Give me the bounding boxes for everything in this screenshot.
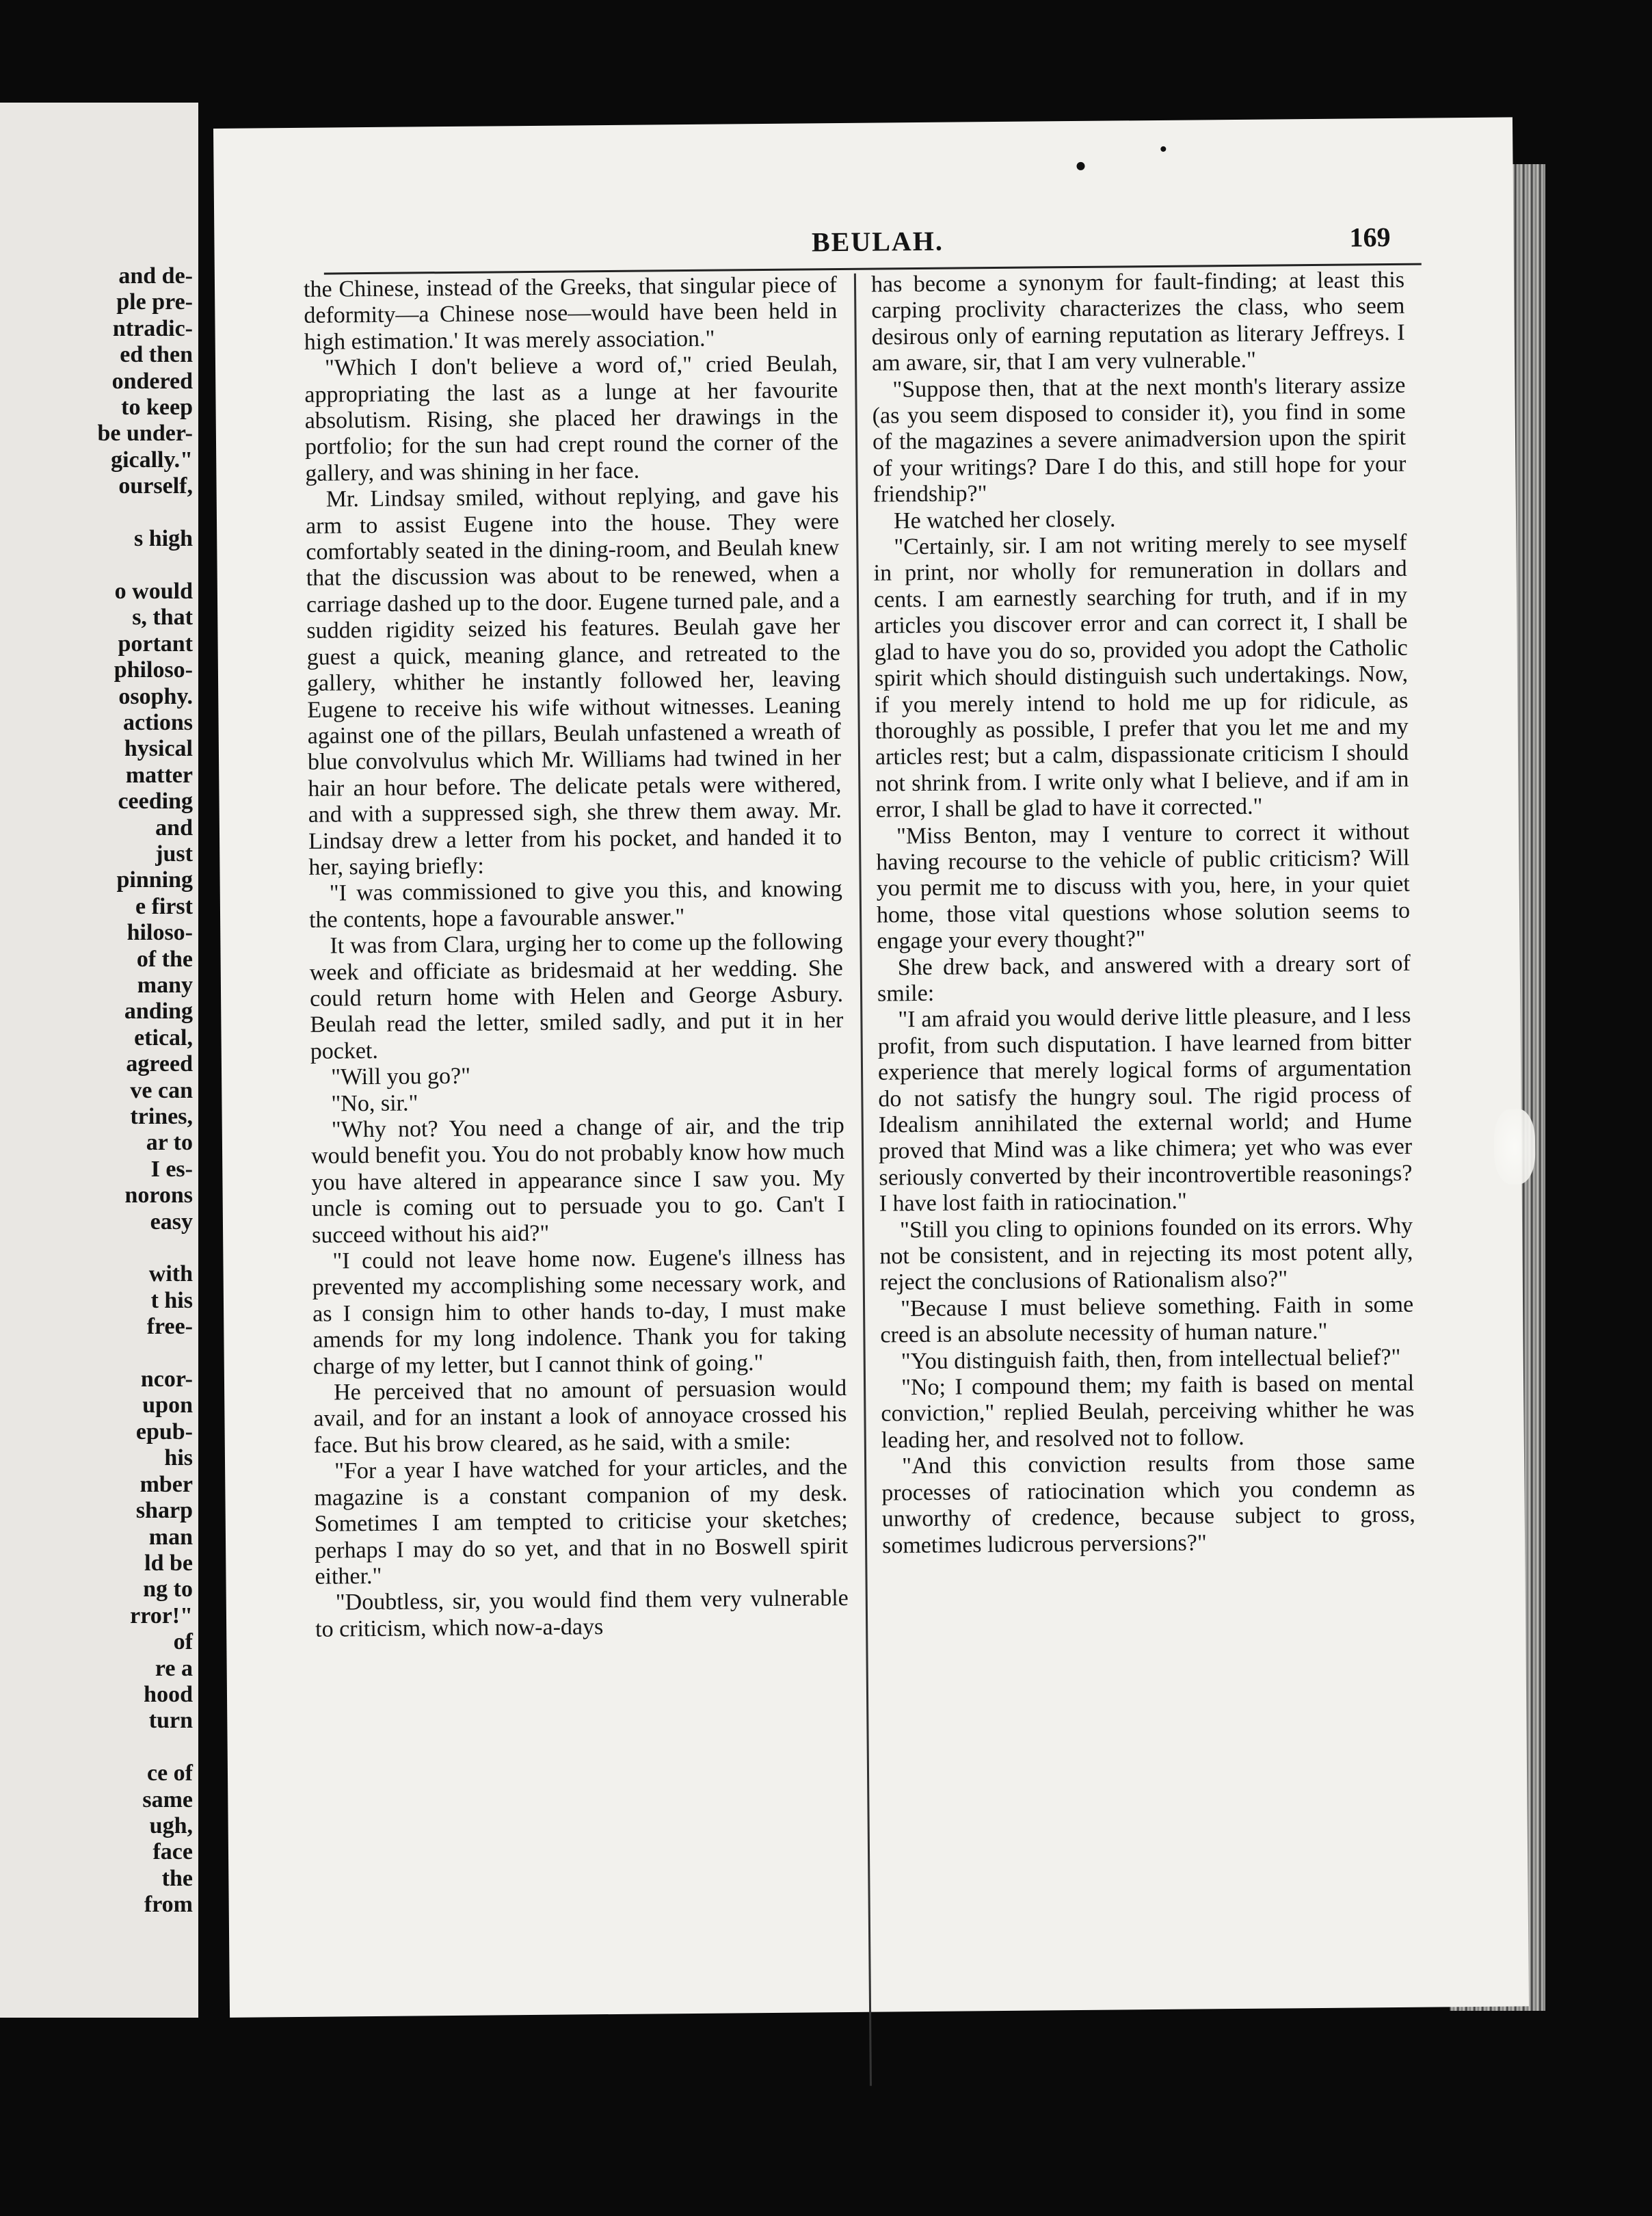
left-page-fragment: be under- — [97, 421, 193, 447]
left-page-fragment: ple pre- — [116, 289, 193, 315]
left-page-fragment: free- — [146, 1314, 193, 1340]
running-title: BEULAH. — [811, 225, 944, 258]
left-page-fragment: sharp — [135, 1498, 193, 1524]
paragraph: "No, sir." — [331, 1090, 418, 1117]
left-page-fragment: from — [144, 1892, 193, 1918]
left-page-fragment: same — [142, 1786, 193, 1812]
paragraph: "No; I compound them; my faith is based on mental conviction," replied Beulah, perceiving whither he was leading her, and resolved not to follow. — [881, 1370, 1415, 1453]
left-page-fragment: his — [164, 1445, 193, 1471]
column-divider — [854, 274, 872, 2086]
left-page-fragment: s high — [134, 526, 193, 552]
paragraph: has become a synonym for fault-finding; at least this carping proclivity characterizes the class, who seem desirous only of earning reputation as literary Jeffreys. I am aware, sir, that I am very vulnerable." — [870, 267, 1405, 376]
left-page-fragment: anding — [124, 999, 193, 1025]
paragraph: "Suppose then, that at the next month's literary assize (as you seem disposed to consider it), you find in some of the magazines a severe animadversion upon the spirit of your writings? Dare I do this, and still hope for your friendship?" — [872, 372, 1407, 507]
worn-spot — [1494, 1109, 1536, 1185]
left-page-fragment: pinning — [116, 867, 193, 893]
left-page-fragment: osophy. — [118, 683, 193, 709]
paragraph: Mr. Lindsay smiled, without replying, and gave his arm to assist Eugene into the house. They were comfortably seated in the dining-room, and Beulah knew that the discussion was about to be renewed, when a carriage dashed up to the door. Eugene turned pale, and a sudden rigidity seized his features. Beulah gave her guest a quick, meaning glance, and retreated to the gallery, whither he instantly followed her, leaving Eugene to receive his wife without witnesses. Leaning against one of the pillars, Beulah unfastened a wreath of blue convolvulus which Mr. Williams had twined in her hair an hour before. The delicate petals were withered, and with a suppressed sigh, she threw them away. Mr. Lindsay drew a letter from his pocket, and handed it to her, saying briefly: — [305, 482, 842, 880]
paragraph: "Because I must believe something. Faith in some creed is an absolute necessity of human nature." — [880, 1291, 1414, 1348]
paragraph: He perceived that no amount of persuasion would avail, and for an instant a look of annoyace crossed his face. But his brow cleared, as he said, with a smile: — [313, 1375, 847, 1458]
left-page-fragment: philoso- — [114, 657, 193, 683]
left-page-fragment: o would — [114, 578, 193, 604]
left-page-fragment: actions — [123, 709, 193, 735]
paragraph: He watched her closely. — [893, 506, 1116, 533]
paragraph: "You distinguish faith, then, from intellectual belief?" — [901, 1344, 1401, 1374]
left-page-fragment: portant — [118, 631, 193, 657]
left-page-fragment: ondered — [111, 368, 193, 394]
text-column-left — [304, 272, 849, 1643]
left-page-fragment: ce of — [146, 1760, 193, 1786]
paragraph: "I was commissioned to give you this, and knowing the contents, hope a favourable answer." — [308, 876, 842, 933]
left-page-fragment: t his — [150, 1287, 193, 1313]
right-page — [213, 117, 1529, 2017]
left-page-fragment: ncor- — [140, 1367, 193, 1393]
paragraph: "Still you cling to opinions founded on its errors. Why not be consistent, and in rejecting its most potent ally, reject the conclusions of Rationalism also?" — [879, 1213, 1413, 1295]
left-page-fragment: hysical — [124, 736, 193, 762]
left-page-fragment: trines, — [130, 1104, 193, 1129]
left-page-fragment: s, that — [132, 605, 193, 631]
left-page-fragment: re a — [155, 1655, 193, 1681]
left-page-fragment: face — [152, 1839, 193, 1865]
paragraph: "Will you go?" — [330, 1063, 471, 1090]
left-page — [0, 103, 198, 2018]
paragraph: "Which I don't believe a word of," cried Beulah, appropriating the last as a lunge at her favourite absolutism. Rising, she placed her drawings in the portfolio; for the sun had crept round the corner of the gallery, and was shining in her face. — [304, 351, 839, 486]
left-page-fragment: and de- — [118, 263, 193, 289]
left-page-fragment: e first — [135, 893, 193, 919]
paragraph: "I am afraid you would derive little pleasure, and I less profit, from such disputation. I have learned from bitter experience that merely logical forms of argumentation do not satisfy the hungry soul. The rigid process of Idealism annihilated the external world; and Hume proved that Mind was a like chimera; yet who was ever seriously converted by their incontrovertible reasonings? I have lost faith in ratiocination." — [877, 1003, 1413, 1217]
left-page-fragment: ourself, — [118, 473, 193, 499]
left-page-fragment — [98, 500, 193, 526]
left-page-fragment: ed then — [120, 342, 193, 368]
left-page-fragment: and — [155, 815, 193, 841]
left-page-fragment: the — [161, 1865, 193, 1891]
paragraph: "And this conviction results from those same processes of ratiocination which you condemn as unworthy of credence, because subject to gross, sometimes ludicrous perversions?" — [881, 1449, 1415, 1559]
paragraph: "For a year I have watched for your articles, and the magazine is a constant companion of my desk. Sometimes I am tempted to criticise your sketches; perhaps I may do so yet, and that in no Boswell spirit either." — [314, 1454, 849, 1590]
paragraph: "Certainly, sir. I am not writing merely to see myself in print, nor wholly for remuneration in dollars and cents. I am earnestly searching for truth, and if in my articles you discover error and can correct it, I shall be glad to have you do so, provided you adopt the Catholic spirit which should distinguish such undertakings. Now, if you merely intend to hold me up for ridicule, as thoroughly as possible, I prefer that you let me and my articles rest; but a calm, dispassionate criticism I should not shrink from. I write only what I believe, and if am in error, I shall be glad to have it corrected." — [873, 529, 1409, 823]
left-page-fragment: ld be — [144, 1550, 193, 1576]
left-page-fragment: hiloso- — [126, 920, 193, 946]
paragraph: "I could not leave home now. Eugene's illness has prevented my accomplishing some necessary work, and as I consign him to other hands to-day, I must make amends for my long indolence. Thank you for taking charge of my letter, but I cannot think of going." — [312, 1244, 847, 1380]
book-gutter — [198, 103, 213, 2018]
left-page-fragment — [98, 1341, 193, 1367]
ink-speck — [1076, 162, 1084, 170]
left-page-fragment: easy — [150, 1209, 193, 1235]
left-page-fragment: man — [148, 1524, 193, 1550]
left-page-fragment: rror!" — [130, 1602, 193, 1628]
paragraph: She drew back, and answered with a dreary sort of smile: — [877, 950, 1411, 1007]
left-page-fragment: norons — [124, 1183, 193, 1209]
left-page-fragment: many — [137, 972, 193, 998]
left-page-fragment: ceeding — [118, 789, 193, 815]
page-number: 169 — [1349, 221, 1391, 253]
left-page-text-fragments — [98, 263, 193, 1918]
paragraph: the Chinese, instead of the Greeks, that singular piece of deformity—a Chinese nose—would have been held in high estimation.' It was merely association." — [303, 272, 838, 355]
left-page-fragment: hood — [144, 1681, 193, 1707]
left-page-fragment: ar to — [146, 1130, 193, 1156]
left-page-fragment: with — [148, 1261, 193, 1287]
ink-speck — [1160, 146, 1166, 152]
left-page-fragment: epub- — [135, 1419, 193, 1445]
left-page-fragment: turn — [148, 1708, 193, 1734]
paragraph: "Why not? You need a change of air, and the trip would benefit you. You do not probably know how much you have altered in appearance since I saw you. My uncle is coming out to persuade you to go. Can't I succeed without his aid?" — [310, 1113, 845, 1248]
left-page-fragment: to keep — [121, 395, 193, 421]
left-page-fragment: etical, — [134, 1025, 193, 1051]
left-page-fragment: matter — [125, 762, 193, 788]
left-page-fragment: agreed — [126, 1051, 193, 1077]
left-page-fragment: I es- — [150, 1156, 193, 1182]
left-page-fragment — [98, 552, 193, 578]
paragraph: It was from Clara, urging her to come up the following week and officiate as bridesmaid at her wedding. She could return home with Helen and George Asbury. Beulah read the letter, smiled sadly, and put it in her pocket. — [309, 929, 844, 1064]
paragraph: "Doubtless, sir, you would find them very vulnerable to criticism, which now-a-days — [315, 1585, 849, 1642]
left-page-fragment: mber — [139, 1471, 193, 1497]
text-column-right — [871, 267, 1415, 1559]
left-page-fragment: ve can — [130, 1077, 193, 1103]
left-page-fragment: ugh, — [149, 1812, 193, 1838]
paragraph: "Miss Benton, may I venture to correct it without having recourse to the vehicle of public criticism? Will you permit me to discuss with you, here, in your quiet home, those vital questions whose solution seems to engage your every thought?" — [876, 819, 1411, 954]
left-page-fragment: gically." — [111, 447, 193, 473]
left-page-fragment: of — [173, 1629, 193, 1655]
left-page-fragment: upon — [142, 1393, 193, 1419]
left-page-fragment: just — [155, 841, 193, 867]
left-page-fragment: of the — [136, 946, 193, 972]
left-page-fragment: ntradic- — [112, 315, 193, 341]
left-page-fragment: ng to — [143, 1577, 193, 1602]
left-page-fragment — [98, 1734, 193, 1760]
left-page-fragment — [98, 1235, 193, 1261]
